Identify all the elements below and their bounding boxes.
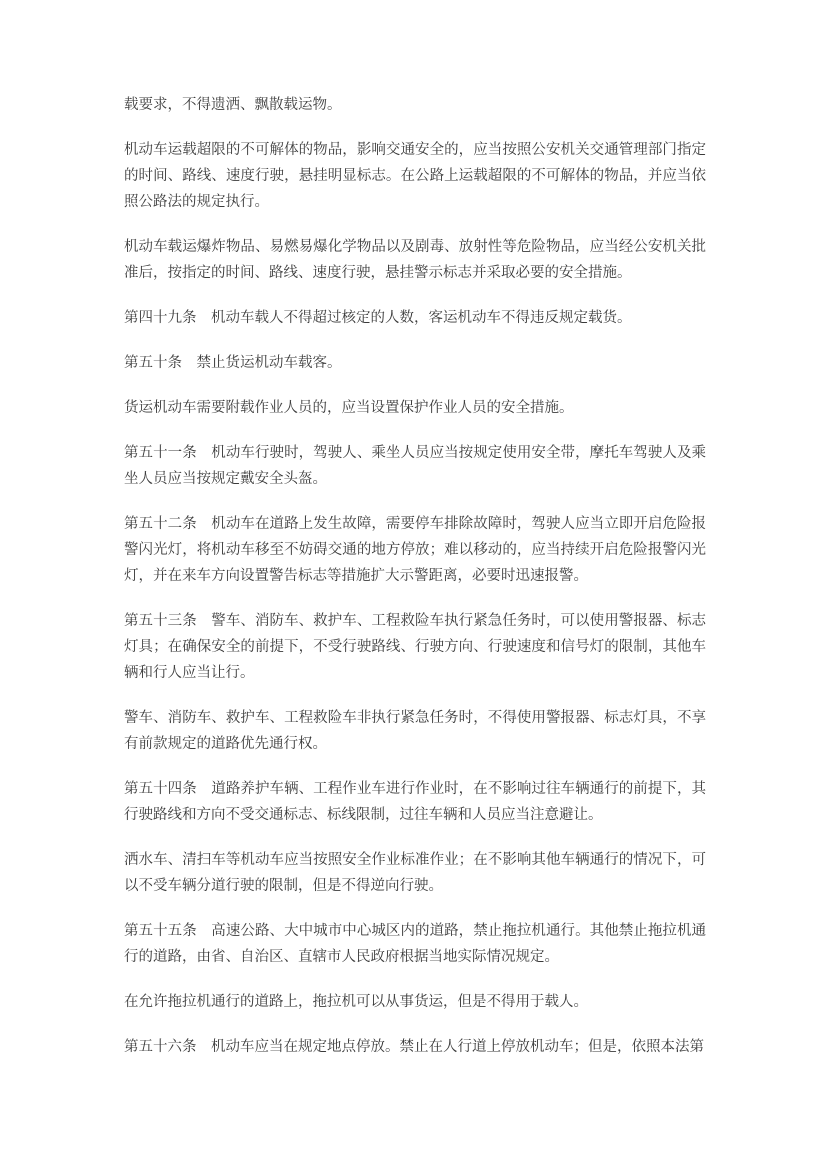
paragraph-body: 警车、消防车、救护车、工程救险车非执行紧急任务时，不得使用警报器、标志灯具，不享有前款规定的道路优先通行权。 [124, 710, 706, 752]
paragraph-body: 在允许拖拉机通行的道路上，拖拉机可以从事货运，但是不得用于载人。 [124, 994, 588, 1010]
paragraph-body: 机动车载运爆炸物品、易燃易爆化学物品以及剧毒、放射性等危险物品，应当经公安机关批准后，按指定的时间、路线、速度行驶，悬挂警示标志并采取必要的安全措施。 [124, 239, 706, 281]
paragraph-body: 货运机动车需要附载作业人员的，应当设置保护作业人员的安全措施。 [124, 400, 574, 416]
article-paragraph-53: 第五十三条 警车、消防车、救护车、工程救险车执行紧急任务时，可以使用警报器、标志灯具；在确保安全的前提下，不受行驶路线、行驶方向、行驶速度和信号灯的限制，其他车辆和行人应当让行。 [124, 613, 706, 681]
document-text-block [124, 92, 706, 1060]
paragraph-continuation: 载要求，不得遗洒、飘散载运物。 [124, 97, 342, 113]
paragraph-body: 洒水车、清扫车等机动车应当按照安全作业标准作业；在不影响其他车辆通行的情况下，可以不受车辆分道行驶的限制，但是不得逆向行驶。 [124, 852, 706, 894]
article-paragraph-50: 第五十条 禁止货运机动车载客。 [124, 355, 342, 371]
article-paragraph-49: 第四十九条 机动车载人不得超过核定的人数，客运机动车不得违反规定载货。 [124, 310, 632, 326]
article-paragraph-52: 第五十二条 机动车在道路上发生故障，需要停车排除故障时，驾驶人应当立即开启危险报警闪光灯，将机动车移至不妨碍交通的地方停放；难以移动的，应当持续开启危险报警闪光灯，并在来车方向设置警告标志等措施扩大示警距离，必要时迅速报警。 [124, 516, 706, 584]
article-paragraph-56: 第五十六条 机动车应当在规定地点停放。禁止在人行道上停放机动车；但是，依照本法第 [124, 1039, 704, 1055]
paragraph-body: 机动车运载超限的不可解体的物品，影响交通安全的，应当按照公安机关交通管理部门指定的时间、路线、速度行驶，悬挂明显标志。在公路上运载超限的不可解体的物品，并应当依照公路法的规定执行。 [124, 142, 706, 210]
article-paragraph-54: 第五十四条 道路养护车辆、工程作业车进行作业时，在不影响过往车辆通行的前提下，其行驶路线和方向不受交通标志、标线限制，过往车辆和人员应当注意避让。 [124, 781, 706, 823]
article-paragraph-51: 第五十一条 机动车行驶时，驾驶人、乘坐人员应当按规定使用安全带，摩托车驾驶人及乘坐人员应当按规定戴安全头盔。 [124, 445, 706, 487]
article-paragraph-55: 第五十五条 高速公路、大中城市中心城区内的道路，禁止拖拉机通行。其他禁止拖拉机通行的道路，由省、自治区、直辖市人民政府根据当地实际情况规定。 [124, 923, 706, 965]
